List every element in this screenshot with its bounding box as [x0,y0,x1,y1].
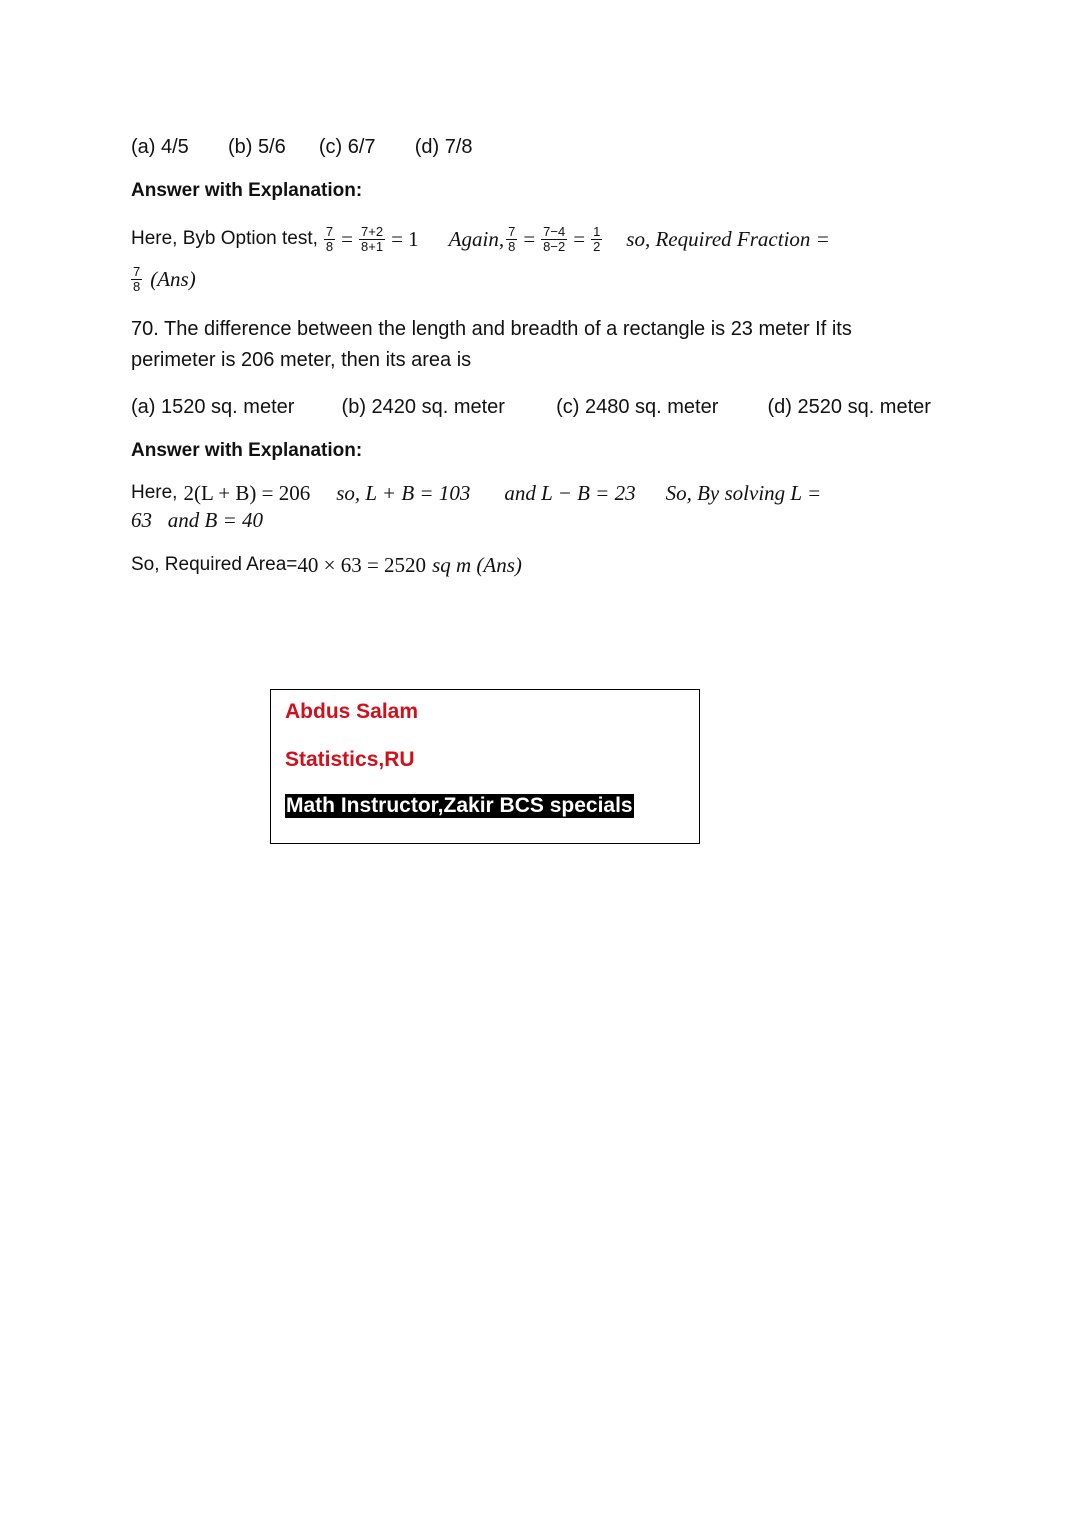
q70-option-c: (c) 2480 sq. meter [556,396,719,418]
difference-equation: and L − B = 23 [504,480,636,505]
q70-option-d: (d) 2520 sq. meter [767,396,931,418]
solving-label: So, By solving L = [665,480,822,505]
fraction-7m4-8m2: $\frac{7-4}{8-2}$ [543,223,566,254]
again-label: Again, [448,226,505,251]
q70-explanation-line-2: 63 and B = 40 [131,508,263,532]
ans-label: (Ans) [150,266,196,291]
q70-option-b: (b) 2420 sq. meter [341,396,505,418]
fraction-7p2-8p1: $\frac{7+2}{8+1}$ [361,223,384,254]
signature-box [270,689,700,844]
q69-option-a: (a) 4/5 [131,136,189,158]
q70-question-line-2: perimeter is 206 meter, then its area is [131,349,472,371]
q70-option-a: (a) 1520 sq. meter [131,396,295,418]
q69-explanation-line [131,220,830,258]
q69-answer-line [129,260,196,298]
q69-option-c: (c) 6/7 [318,136,376,158]
q69-option-d: (d) 7/8 [414,136,473,158]
q70-explanation-line-1 [131,478,821,508]
fraction-7-8-answer: $\frac{7}{8}$ [133,263,141,294]
q69-option-b: (b) 5/6 [227,136,286,158]
area-prefix: So, Required Area= [131,554,298,575]
so-required-fraction: so, Required Fraction = [626,226,830,251]
perimeter-equation: 2(L + B) = 206 [183,480,311,505]
q69-answer-heading: Answer with Explanation: [131,180,363,201]
sum-equation: so, L + B = 103 [336,480,471,505]
fraction-7-8-again: $\frac{7}{8}$ [508,223,516,254]
equals-one: = 1 [391,226,419,251]
signature-name: Abdus Salam [285,700,419,723]
area-calculation: 40 × 63 = 2520 [297,552,427,577]
equals-sign: = [573,226,586,251]
equals-sign: = [341,226,353,251]
equals-sign: = [523,226,536,251]
signature-title: Math Instructor,Zakir BCS specials [286,794,633,817]
here-label: Here, [131,482,178,503]
q70-options [131,396,931,419]
signature-department: Statistics,RU [285,748,415,771]
q69-options [131,136,473,159]
fraction-1-2: $\frac{1}{2}$ [593,223,601,254]
q70-answer-heading: Answer with Explanation: [131,440,363,461]
q69-explanation-prefix: Here, Byb Option test, [131,228,318,249]
fraction-7-8: $\frac{7}{8}$ [325,223,334,254]
q70-area-line [131,550,522,580]
area-unit-ans: sq m (Ans) [432,552,522,577]
q70-question-line-1: 70. The difference between the length and breadth of a rectangle is 23 meter If its [131,318,852,340]
